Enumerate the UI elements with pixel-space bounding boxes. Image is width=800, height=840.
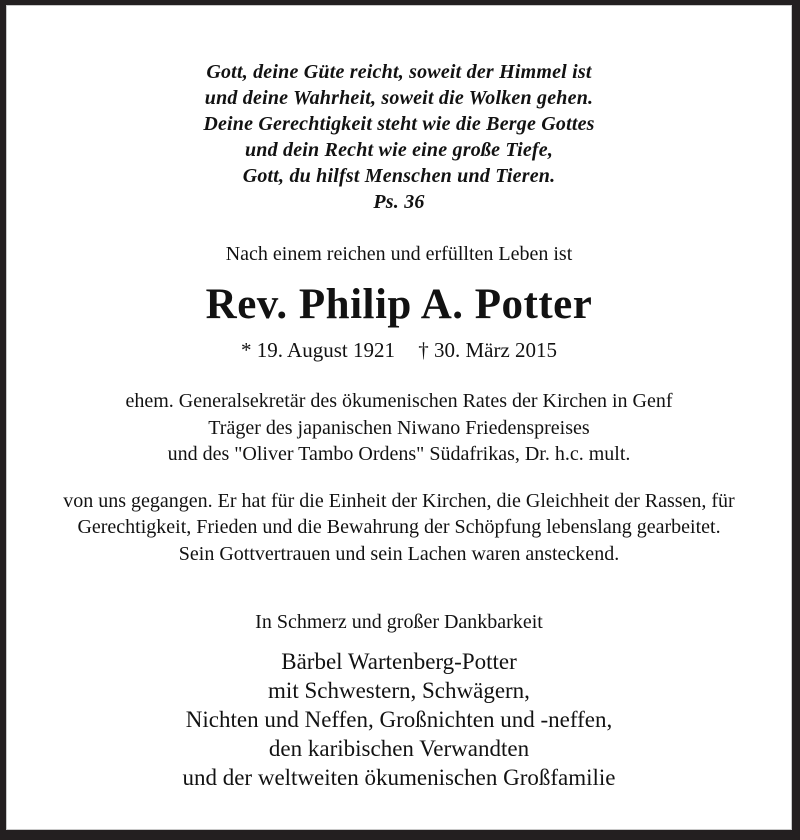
birth-date: * 19. August 1921 — [240, 338, 395, 362]
mourner-line: den karibischen Verwandten — [268, 736, 530, 761]
title-line: und des "Oliver Tambo Ordens" Südafrikas, Dr. h.c. mult. — [167, 443, 631, 465]
scripture-line: Deine Gerechtigkeit steht wie die Berge Gottes — [203, 113, 595, 135]
death-date: † 30. März 2015 — [418, 338, 558, 362]
intro-line: Nach einem reichen und erfüllten Leben ist — [225, 243, 573, 265]
life-dates — [7, 337, 791, 364]
tribute-text — [7, 488, 791, 568]
scripture-line: und deine Wahrheit, soweit die Wolken gehen. — [204, 87, 594, 109]
tribute-line: Gerechtigkeit, Frieden und die Bewahrung der Schöpfung lebenslang gearbeitet. — [77, 516, 721, 538]
tribute-line: Sein Gottvertrauen und sein Lachen waren ansteckend. — [178, 542, 620, 565]
deceased-name: Rev. Philip A. Potter — [205, 281, 593, 328]
closing-line: In Schmerz und großer Dankbarkeit — [255, 611, 543, 633]
mourner-line: Nichten und Neffen, Großnichten und -neffen, — [185, 707, 613, 732]
mourner-line: und der weltweiten ökumenischen Großfamilie — [182, 765, 616, 790]
scripture-line: Gott, deine Güte reicht, soweit der Himmel ist — [206, 61, 592, 83]
scripture-source: Ps. 36 — [373, 191, 425, 213]
mourner-line: Bärbel Wartenberg-Potter — [281, 649, 517, 674]
title-line: Träger des japanischen Niwano Friedenspreises — [208, 416, 590, 439]
scripture-line: und dein Recht wie eine große Tiefe, — [244, 139, 554, 161]
title-line: ehem. Generalsekretär des ökumenischen Rates der Kirchen in Genf — [125, 390, 673, 412]
mourners-list — [7, 647, 791, 792]
mourner-line: mit Schwestern, Schwägern, — [268, 678, 530, 703]
scripture-quote — [7, 59, 791, 215]
scripture-line: Gott, du hilfst Menschen und Tieren. — [242, 165, 556, 187]
obituary-notice — [6, 5, 792, 830]
tribute-line: von uns gegangen. Er hat für die Einheit der Kirchen, die Gleichheit der Rassen, für — [63, 489, 735, 512]
titles-and-honors — [7, 388, 791, 468]
